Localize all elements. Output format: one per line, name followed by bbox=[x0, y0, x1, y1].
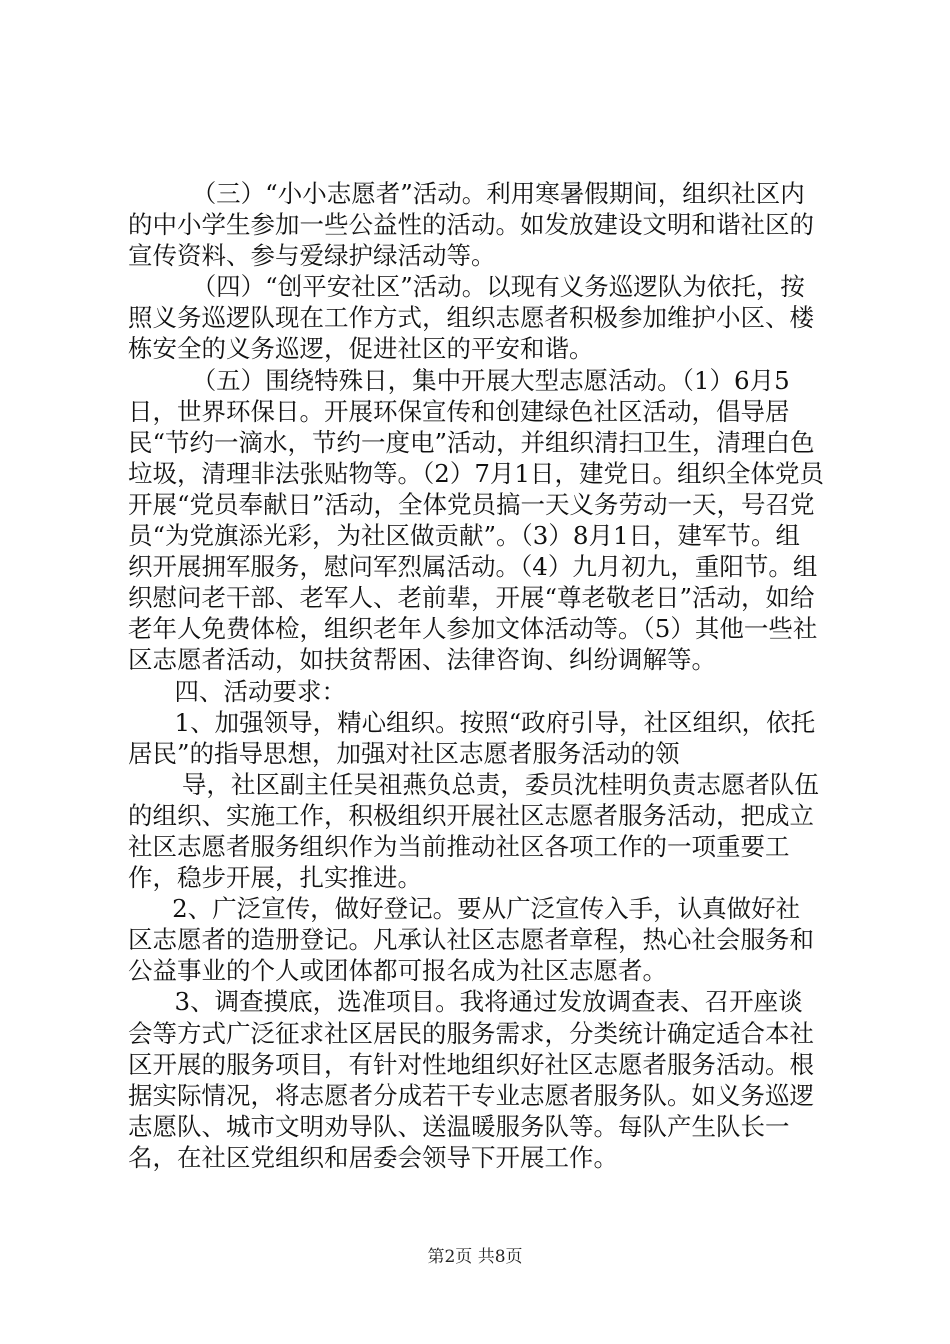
requirement-1-continued: 导，社区副主任吴祖燕负总责，委员沈桂明负责志愿者队伍的组织、实施工作，积极组织开展社区志愿者服务活动，把成立社区志愿者服务组织作为当前推动社区各项工作的一项重要工作，稳步开展，扎实推进。 bbox=[128, 769, 819, 893]
paragraph-4-safe-community: （四）“创平安社区”活动。以现有义务巡逻队为依托，按照义务巡逻队现在工作方式，组织志愿者积极参加维护小区、楼栋安全的义务巡逻，促进社区的平安和谐。 bbox=[128, 272, 814, 364]
requirement-3-survey: 3、调查摸底，选准项目。我将通过发放调查表、召开座谈会等方式广泛征求社区居民的服务需求，分类统计确定适合本社区开展的服务项目，有针对性地组织好社区志愿者服务活动。根据实际情况，将志愿者分成若干专业志愿者服务队。如义务巡逻志愿队、城市文明劝导队、送温暖服务队等。每队产生队长一名，在社区党组织和居委会领导下开展工作。 bbox=[128, 987, 814, 1172]
paragraph-3-volunteers: （三）“小小志愿者”活动。利用寒暑假期间，组织社区内的中小学生参加一些公益性的活动。如发放建设文明和谐社区的宣传资料、参与爱绿护绿活动等。 bbox=[128, 179, 814, 271]
page-number-footer: 第2页 共8页 bbox=[427, 1247, 523, 1267]
section-heading-requirements: 四、活动要求： bbox=[174, 676, 347, 706]
requirement-2-publicity: 2、广泛宣传，做好登记。要从广泛宣传入手，认真做好社区志愿者的造册登记。凡承认社区志愿者章程，热心社会服务和公益事业的个人或团体都可报名成为社区志愿者。 bbox=[128, 894, 814, 986]
requirement-1-leadership: 1、加强领导，精心组织。按照“政府引导，社区组织，依托居民”的指导思想，加强对社区志愿者服务活动的领 bbox=[128, 707, 816, 768]
paragraph-5-special-days: （五）围绕特殊日，集中开展大型志愿活动。（1）6月5日，世界环保日。开展环保宣传和创建绿色社区活动，倡导居民“节约一滴水，节约一度电”活动，并组织清扫卫生，清理白色垃圾，清理非法张贴物等。（2）7月1日，建党日。组织全体党员开展“党员奉献日”活动，全体党员搞一天义务劳动一天，号召党员“为党旗添光彩，为社区做贡献”。（3）8月1日，建军节。组织开展拥军服务，慰问军烈属活动。（4）九月初九，重阳节。组织慰问老干部、老军人、老前辈，开展“尊老敬老日”活动，如给老年人免费体检，组织老年人参加文体活动等。（5）其他一些社区志愿者活动，如扶贫帮困、法律咨询、纠纷调解等。 bbox=[128, 365, 825, 675]
document-body bbox=[128, 178, 824, 1173]
